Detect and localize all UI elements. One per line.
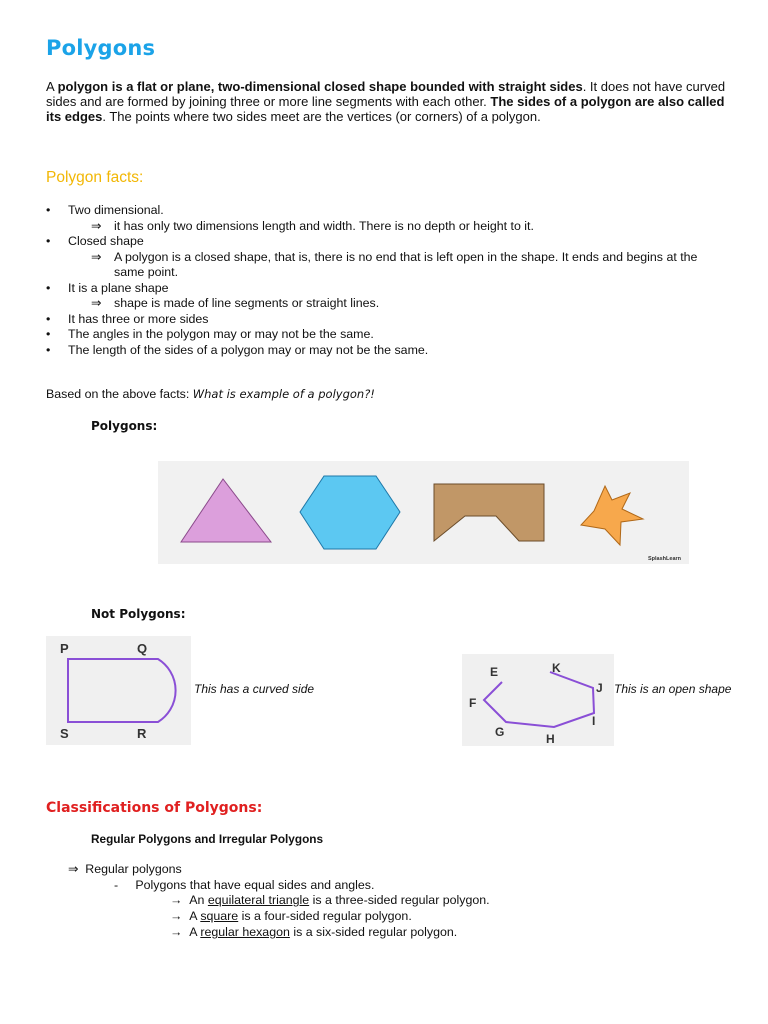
sub-item xyxy=(46,250,726,281)
fact-sub-text: shape is made of line segments or straight lines. xyxy=(114,296,380,310)
example-text: is a three-sided regular polygon. xyxy=(309,893,490,907)
right-arrow-icon: → xyxy=(170,925,183,939)
vertex-label-e: E xyxy=(490,665,499,679)
curved-shape-outline xyxy=(68,659,176,722)
implies-arrow-icon: ⇒ xyxy=(68,862,79,876)
not-polygons-label: Not Polygons: xyxy=(91,607,186,621)
fact-text: Closed shape xyxy=(68,234,144,248)
regular-irregular-heading: Regular Polygons and Irregular Polygons xyxy=(91,832,324,846)
fact-text: It has three or more sides xyxy=(68,311,209,326)
list-item xyxy=(46,203,726,219)
vertex-label-g: G xyxy=(495,725,505,739)
open-caption: This is an open shape xyxy=(614,682,732,696)
vertex-label-p: P xyxy=(60,641,69,656)
bullet-dot: • xyxy=(46,280,51,295)
sub-item xyxy=(46,296,726,312)
example-text: An xyxy=(189,893,208,907)
curved-shape-image xyxy=(46,636,191,745)
implies-arrow-icon: ⇒ xyxy=(91,249,102,264)
triangle-shape xyxy=(181,479,271,542)
facts-list xyxy=(46,203,726,358)
intro-bold-2: The sides of a polygon are also called its edges xyxy=(46,94,725,124)
open-shape-image xyxy=(462,654,614,746)
vertex-label-q: Q xyxy=(137,641,148,656)
fact-text: The angles in the polygon may or may not be the same. xyxy=(68,327,374,341)
right-arrow-icon: → xyxy=(170,909,183,923)
list-item xyxy=(170,893,490,907)
bullet-dot: • xyxy=(46,327,51,341)
fact-text: The length of the sides of a polygon may or may not be the same. xyxy=(68,342,429,357)
dash-bullet: - xyxy=(114,878,119,892)
intro-text-1: A xyxy=(46,79,58,94)
example-text: A xyxy=(189,909,201,923)
regular-polygons-heading xyxy=(68,861,182,876)
list-item xyxy=(46,343,726,359)
hexagon-shape xyxy=(300,476,400,549)
intro-bold-1: polygon is a flat or plane, two-dimensional closed shape bounded with straight sides xyxy=(57,79,583,94)
fact-text: Two dimensional. xyxy=(68,203,164,217)
right-arrow-icon: → xyxy=(170,893,183,907)
list-item xyxy=(46,234,726,250)
example-text: A xyxy=(189,925,201,939)
example-text: is a six-sided regular polygon. xyxy=(289,925,458,939)
fact-text: It is a plane shape xyxy=(68,280,169,295)
curved-shape-figure xyxy=(46,636,191,745)
example-term: equilateral triangle xyxy=(207,893,310,907)
curved-caption: This has a curved side xyxy=(194,682,315,696)
vertex-label-h: H xyxy=(546,732,555,746)
regular-description xyxy=(114,878,374,892)
vertex-label-i: I xyxy=(592,714,596,728)
fact-sub-text: A polygon is a closed shape, that is, there is no end that is left open in the shape. It ends and begins at the same point. xyxy=(114,249,698,279)
polygons-label: Polygons: xyxy=(91,419,158,433)
bullet-dot: • xyxy=(46,311,51,326)
vertex-label-s: S xyxy=(60,726,69,741)
intro-text-2: . It does not have curved sides and are formed by joining three or more line segments with each other. xyxy=(46,79,726,109)
vertex-label-r: R xyxy=(137,726,147,741)
irregular-polygon-shape xyxy=(434,484,544,541)
bullet-dot: • xyxy=(46,203,51,217)
list-item xyxy=(170,925,457,939)
polygon-examples-image xyxy=(158,461,689,564)
example-term: square xyxy=(200,909,239,923)
list-item xyxy=(170,909,412,923)
classifications-heading: Classifications of Polygons: xyxy=(46,800,263,816)
open-shape-outline xyxy=(484,672,594,727)
vertex-label-k: K xyxy=(552,661,561,675)
bullet-dot: • xyxy=(46,234,51,248)
page-title: Polygons xyxy=(46,36,156,60)
example-text: is a four-sided regular polygon. xyxy=(238,909,412,923)
splashlearn-logo: SplashLearn xyxy=(648,556,682,562)
bullet-dot: • xyxy=(46,342,51,357)
list-item xyxy=(46,327,726,343)
intro-text-3: . The points where two sides meet are the vertices (or corners) of a polygon. xyxy=(102,109,541,124)
sub-item xyxy=(46,219,726,235)
list-item xyxy=(46,281,726,297)
implies-arrow-icon: ⇒ xyxy=(91,218,102,233)
question-line xyxy=(46,387,375,401)
regular-description-text: Polygons that have equal sides and angles. xyxy=(135,878,375,892)
question-lead: Based on the above facts: xyxy=(46,387,193,401)
example-term: regular hexagon xyxy=(200,925,290,939)
regular-polygons-label: Regular polygons xyxy=(85,862,182,876)
star-polygon-shape xyxy=(581,486,643,545)
intro-paragraph xyxy=(46,79,726,124)
polygon-shapes xyxy=(158,461,689,564)
fact-sub-text: it has only two dimensions length and width. There is no depth or height to it. xyxy=(114,218,534,233)
question-text: What is example of a polygon?! xyxy=(192,387,375,401)
vertex-label-f: F xyxy=(469,696,477,710)
implies-arrow-icon: ⇒ xyxy=(91,296,102,310)
vertex-label-j: J xyxy=(596,681,603,695)
facts-heading: Polygon facts: xyxy=(46,169,144,186)
list-item xyxy=(46,312,726,328)
open-shape-figure xyxy=(462,654,614,746)
